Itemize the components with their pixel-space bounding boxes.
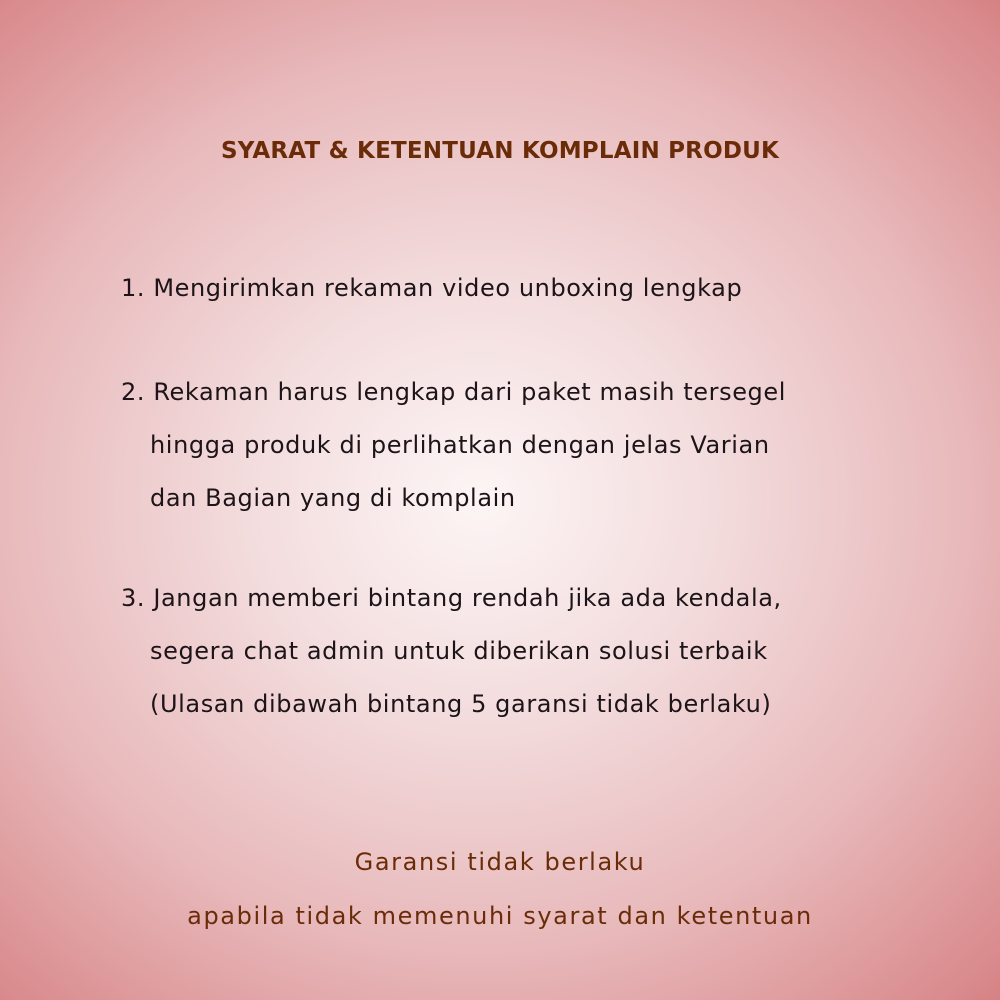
- term-3-line-3: (Ulasan dibawah bintang 5 garansi tidak berlaku): [150, 690, 772, 718]
- term-2-line-1: 2. Rekaman harus lengkap dari paket masih tersegel: [121, 378, 787, 406]
- term-item-1: [121, 262, 921, 315]
- term-item-3: [121, 572, 921, 731]
- page-title: SYARAT & KETENTUAN KOMPLAIN PRODUK: [220, 138, 780, 164]
- term-item-2: [121, 366, 921, 525]
- term-2-line-2: hingga produk di perlihatkan dengan jelas Varian: [150, 431, 770, 459]
- term-2-line-3: dan Bagian yang di komplain: [150, 484, 516, 512]
- warranty-note-line-1: Garansi tidak berlaku: [354, 848, 646, 876]
- term-3-line-1: 3. Jangan memberi bintang rendah jika ada kendala,: [121, 584, 782, 612]
- term-3-line-2: segera chat admin untuk diberikan solusi terbaik: [150, 637, 768, 665]
- term-1-line-1: 1. Mengirimkan rekaman video unboxing lengkap: [121, 274, 743, 302]
- warranty-note-line-2: apabila tidak memenuhi syarat dan ketentuan: [187, 902, 813, 930]
- warranty-note: [0, 835, 1000, 943]
